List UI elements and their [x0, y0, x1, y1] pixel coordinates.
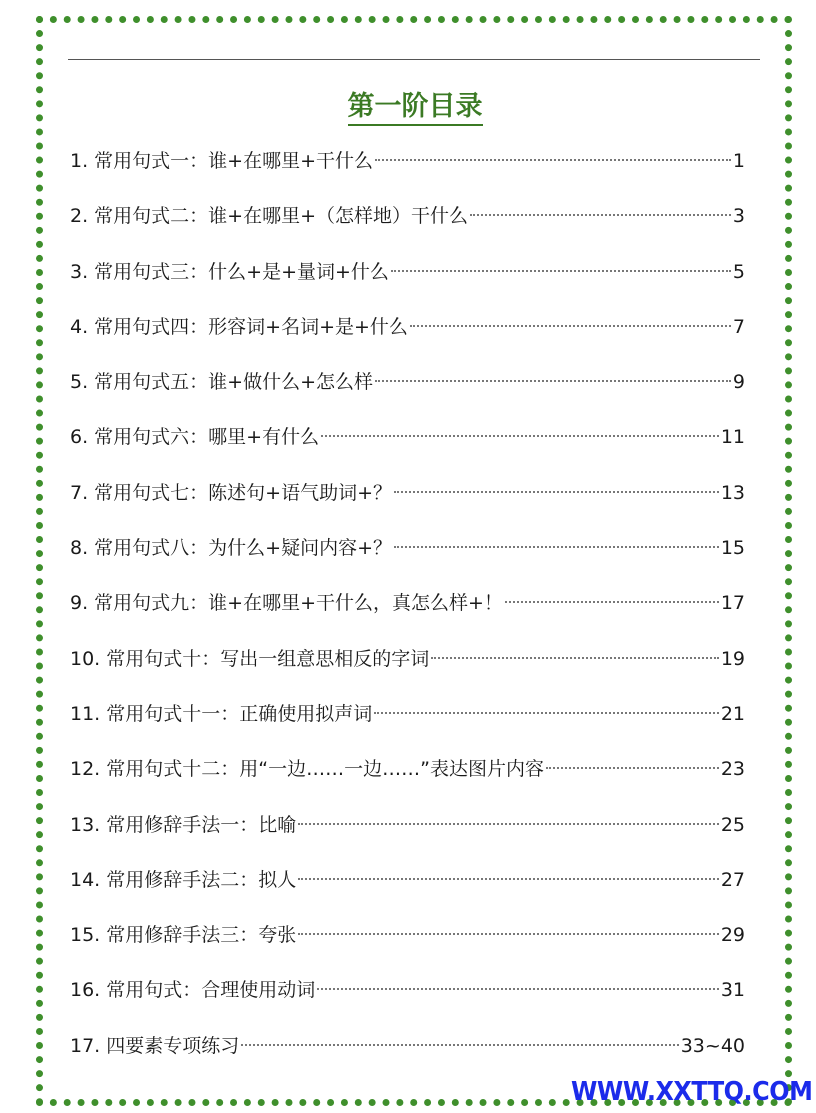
toc-entry[interactable]	[70, 531, 745, 586]
toc-entry-page: 5	[732, 260, 745, 283]
toc-entry-page: 15	[720, 537, 745, 560]
site-watermark: WWW.XXTTQ.COM	[570, 1077, 812, 1107]
toc-entry[interactable]	[70, 918, 745, 973]
toc-entry-page: 11	[720, 426, 745, 449]
toc-entry-title: 6. 常用句式六：哪里+有什么	[70, 426, 320, 449]
toc-leader-dots	[431, 657, 719, 659]
toc-entry-page: 17	[720, 592, 745, 615]
toc-leader-dots	[394, 491, 719, 493]
toc-leader-dots	[505, 601, 719, 603]
toc-leader-dots	[241, 1044, 678, 1046]
table-of-contents	[70, 144, 745, 1084]
toc-entry[interactable]	[70, 476, 745, 531]
toc-entry-page: 23	[720, 758, 745, 781]
toc-entry-title: 13. 常用修辞手法一：比喻	[70, 813, 297, 836]
toc-entry[interactable]	[70, 1029, 745, 1084]
page-title	[0, 84, 816, 123]
toc-entry-title: 8. 常用句式八：为什么+疑问内容+？	[70, 537, 393, 560]
toc-entry-title: 1. 常用句式一：谁+在哪里+干什么	[70, 150, 374, 172]
toc-entry-title: 10. 常用句式十：写出一组意思相反的字词	[70, 647, 430, 670]
toc-leader-dots	[321, 435, 719, 437]
toc-entry-page: 27	[720, 868, 745, 891]
toc-entry-title: 7. 常用句式七：陈述句+语气助词+？	[70, 481, 393, 504]
toc-entry-page: 13	[720, 481, 745, 504]
toc-entry[interactable]	[70, 752, 745, 807]
toc-leader-dots	[410, 325, 731, 327]
toc-entry-title: 17. 四要素专项练习	[70, 1034, 240, 1057]
toc-entry-page: 3	[732, 205, 745, 228]
toc-entry[interactable]	[70, 697, 745, 752]
toc-entry[interactable]	[70, 863, 745, 918]
toc-entry[interactable]	[70, 973, 745, 1028]
toc-entry-title: 16. 常用句式：合理使用动词	[70, 979, 316, 1002]
toc-entry-page: 31	[720, 979, 745, 1002]
toc-leader-dots	[298, 933, 719, 935]
toc-entry-title: 2. 常用句式二：谁+在哪里+（怎样地）干什么	[70, 205, 469, 228]
toc-entry-title: 5. 常用句式五：谁+做什么+怎么样	[70, 371, 374, 394]
toc-leader-dots	[317, 988, 719, 990]
toc-entry-page: 7	[732, 315, 745, 338]
toc-entry-page: 25	[720, 813, 745, 836]
toc-leader-dots	[298, 823, 719, 825]
toc-entry[interactable]	[70, 144, 745, 199]
toc-entry-page: 1	[732, 150, 745, 172]
toc-entry-page: 9	[732, 371, 745, 394]
toc-leader-dots	[375, 380, 731, 382]
toc-entry-title: 14. 常用修辞手法二：拟人	[70, 868, 297, 891]
toc-entry[interactable]	[70, 310, 745, 365]
page-title-text: 第一阶目录	[348, 91, 483, 126]
toc-leader-dots	[394, 546, 719, 548]
toc-entry[interactable]	[70, 586, 745, 641]
toc-entry-title: 15. 常用修辞手法三：夸张	[70, 924, 297, 947]
toc-entry-page: 33~40	[680, 1034, 745, 1057]
toc-entry-page: 19	[720, 647, 745, 670]
header-rule	[68, 59, 760, 60]
toc-entry[interactable]	[70, 255, 745, 310]
toc-entry-title: 12. 常用句式十二：用“一边……一边……”表达图片内容	[70, 758, 544, 781]
toc-leader-dots	[470, 214, 731, 216]
toc-leader-dots	[391, 270, 731, 272]
toc-entry[interactable]	[70, 199, 745, 254]
toc-entry[interactable]	[70, 420, 745, 475]
toc-entry-title: 11. 常用句式十一：正确使用拟声词	[70, 702, 373, 725]
toc-leader-dots	[546, 767, 719, 769]
toc-leader-dots	[374, 712, 719, 714]
toc-leader-dots	[375, 159, 731, 161]
toc-leader-dots	[298, 878, 719, 880]
toc-entry-page: 21	[720, 702, 745, 725]
toc-entry-page: 29	[720, 924, 745, 947]
toc-entry[interactable]	[70, 365, 745, 420]
toc-entry[interactable]	[70, 642, 745, 697]
toc-entry[interactable]	[70, 808, 745, 863]
toc-entry-title: 9. 常用句式九：谁+在哪里+干什么，真怎么样+！	[70, 592, 503, 615]
toc-entry-title: 3. 常用句式三：什么+是+量词+什么	[70, 260, 389, 283]
toc-entry-title: 4. 常用句式四：形容词+名词+是+什么	[70, 315, 408, 338]
